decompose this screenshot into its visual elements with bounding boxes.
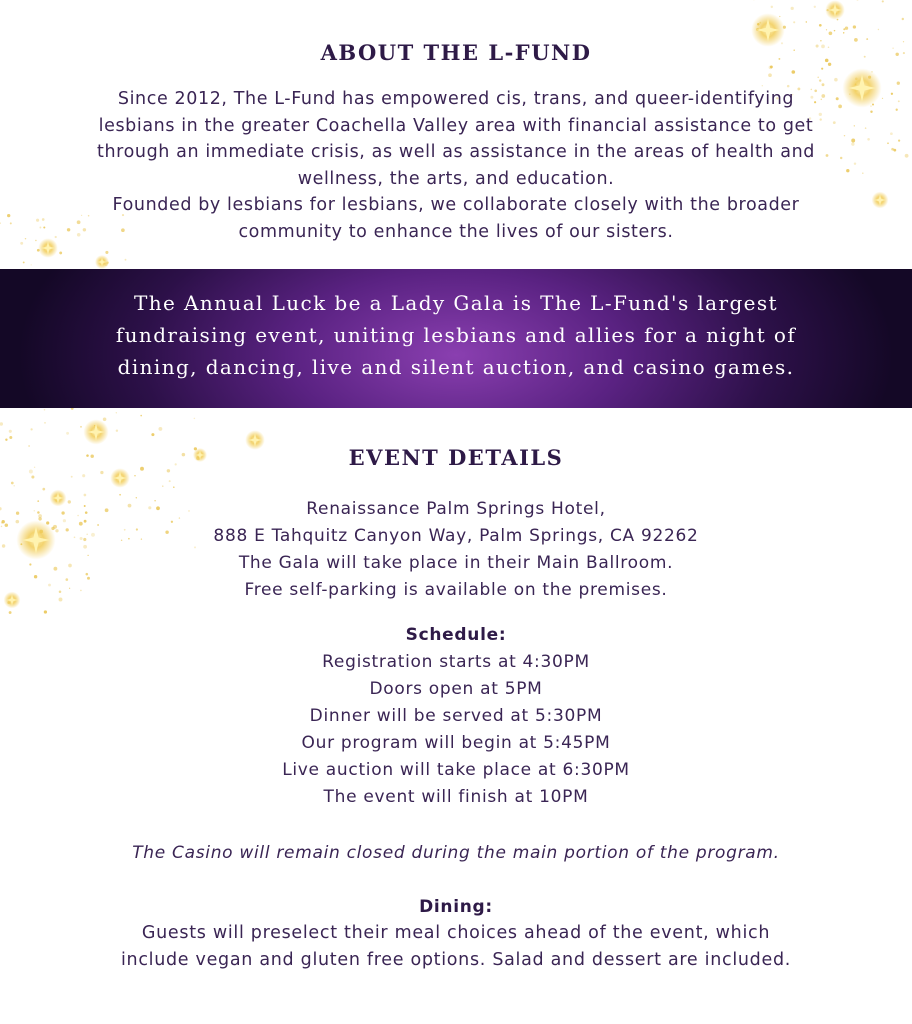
banner-line: dining, dancing, live and silent auction, and casino games. [117, 355, 795, 379]
about-line: community to enhance the lives of our sisters. [238, 221, 674, 242]
venue-address: 888 E Tahquitz Canyon Way, Palm Springs, CA 92262 [213, 526, 699, 546]
event-details-heading: EVENT DETAILS [348, 445, 564, 470]
about-line: Since 2012, The L-Fund has empowered cis, trans, and queer-identifying [117, 89, 795, 109]
about-line: wellness, the arts, and education. [297, 168, 615, 189]
venue-parking: Free self-parking is available on the premises. [244, 580, 668, 600]
banner-line: The Annual Luck be a Lady Gala is The L-Fund's largest [134, 291, 778, 315]
gala-banner-text [30, 287, 882, 383]
about-line: Founded by lesbians for lesbians, we collaborate closely with the broader [112, 195, 800, 215]
dining-text-line: include vegan and gluten free options. Salad and dessert are included. [120, 950, 792, 970]
about-line: lesbians in the greater Coachella Valley area with financial assistance to get [98, 115, 814, 136]
schedule-item: Registration starts at 4:30PM [322, 652, 590, 672]
schedule-item: The event will finish at 10PM [323, 787, 589, 807]
dining-text-line: Guests will preselect their meal choices ahead of the event, which [141, 923, 771, 943]
casino-note: The Casino will remain closed during the main portion of the program. [132, 843, 780, 863]
venue-name: Renaissance Palm Springs Hotel, [306, 499, 606, 519]
gala-banner [0, 269, 912, 408]
dining-label: Dining: [419, 897, 493, 917]
schedule-item: Live auction will take place at 6:30PM [282, 760, 630, 780]
about-paragraph-1 [40, 86, 872, 245]
schedule-item: Dinner will be served at 5:30PM [309, 706, 603, 726]
schedule-label: Schedule: [405, 625, 507, 645]
about-line: through an immediate crisis, as well as assistance in the areas of health and [97, 142, 815, 162]
about-heading: ABOUT THE L-FUND [320, 40, 592, 65]
venue-room: The Gala will take place in their Main Ballroom. [238, 553, 674, 573]
schedule-item: Doors open at 5PM [369, 679, 543, 699]
banner-line: fundraising event, uniting lesbians and allies for a night of [115, 323, 797, 347]
schedule-item: Our program will begin at 5:45PM [301, 733, 611, 753]
